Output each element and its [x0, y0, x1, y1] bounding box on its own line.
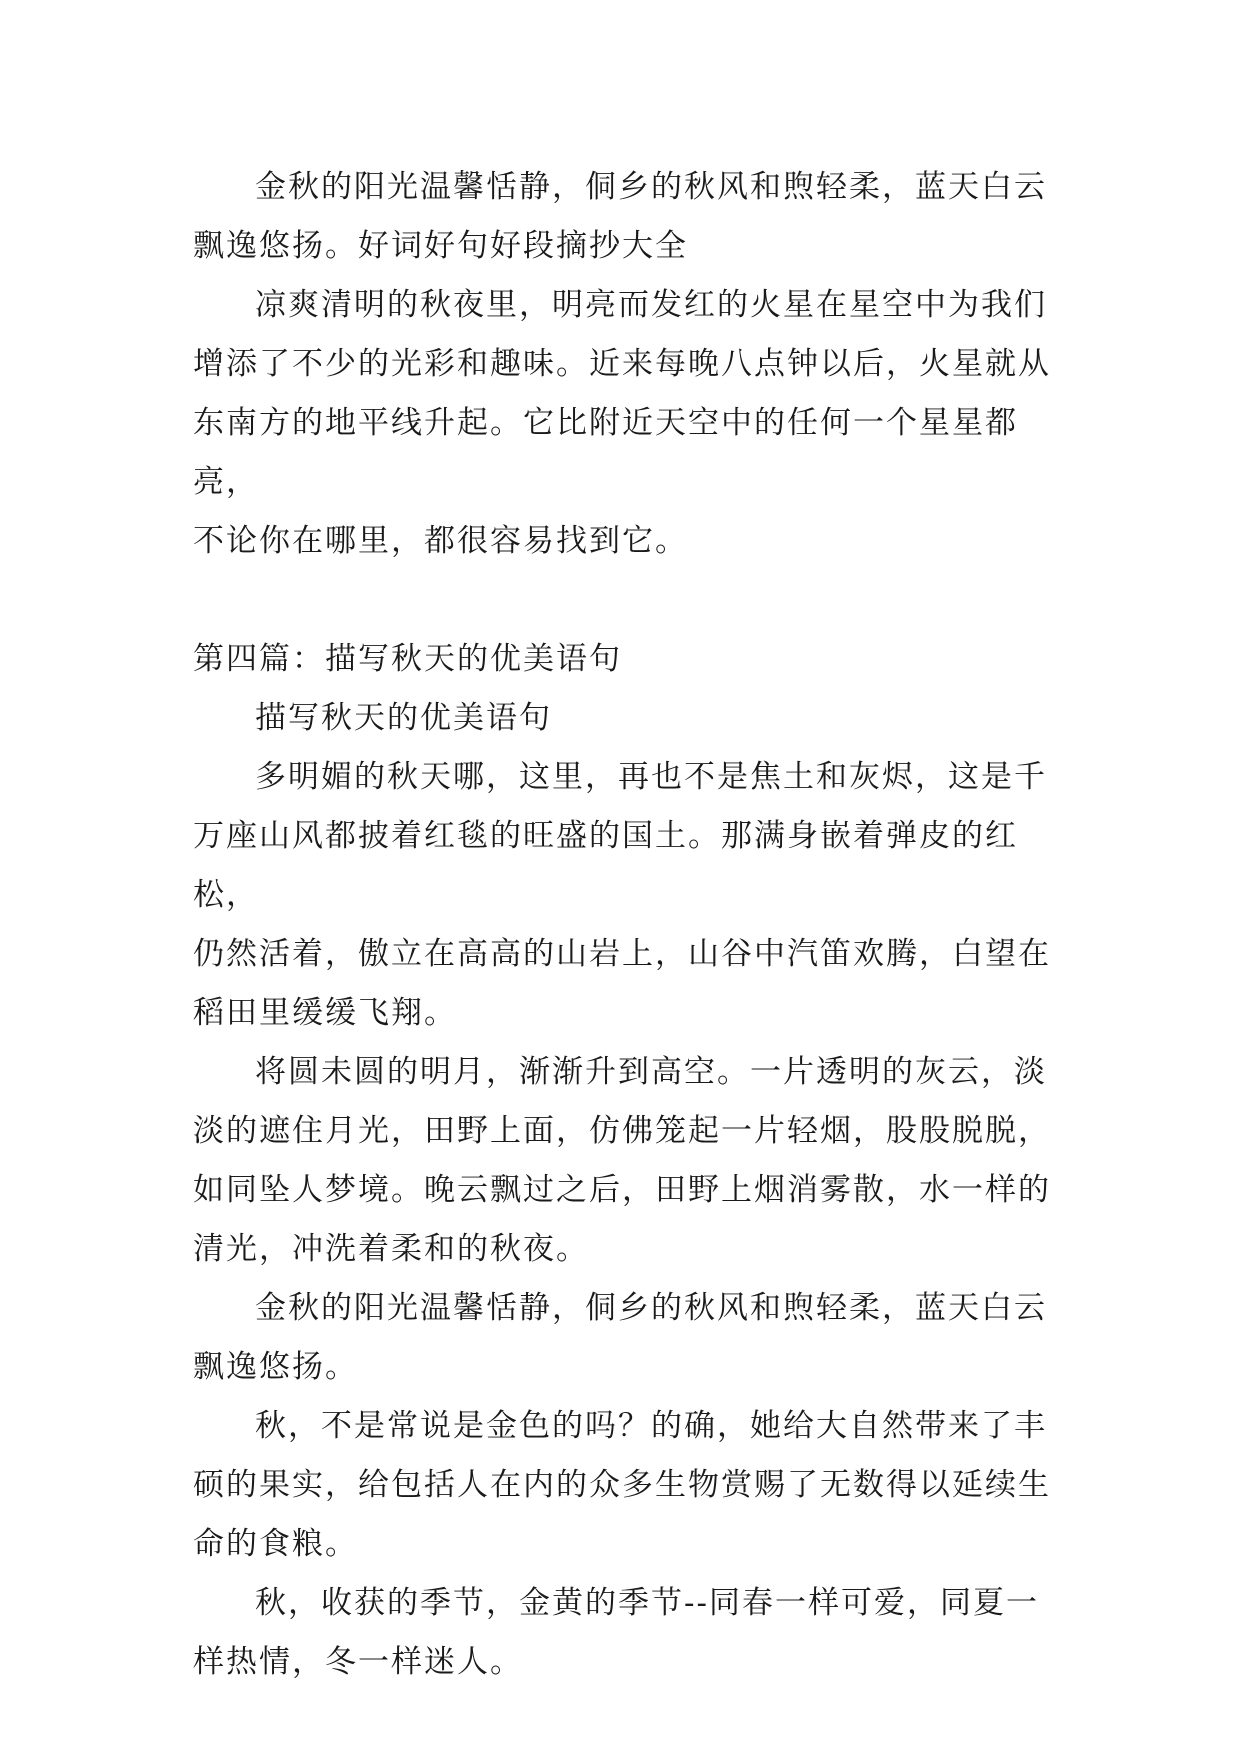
- paragraph-golden-autumn-repeat: 金秋的阳光温馨恬静，侗乡的秋风和煦轻柔，蓝天白云 飘逸悠扬。: [193, 1290, 1047, 1385]
- paragraph-golden-color: 秋，不是常说是金色的吗？的确，她给大自然带来了丰 硕的果实，给包括人在内的众多生物赏赐了无数得以延续生 命的食粮。: [193, 1408, 1051, 1562]
- paragraph-subtitle: 描写秋天的优美语句: [255, 700, 552, 736]
- paragraph-bright-autumn: 多明媚的秋天哪，这里，再也不是焦土和灰烬，这是千 万座山风都披着红毯的旺盛的国土。那满身嵌着弹皮的红松， 仍然活着，傲立在高高的山岩上，山谷中汽笛欢腾，白望在 稻田里缓缓飞翔。: [193, 759, 1051, 1031]
- paragraph-golden-autumn: 金秋的阳光温馨恬静，侗乡的秋风和煦轻柔，蓝天白云 飘逸悠扬。好词好句好段摘抄大全: [193, 169, 1047, 264]
- document-body: [193, 158, 1053, 1692]
- paragraph-mars-night: 凉爽清明的秋夜里，明亮而发红的火星在星空中为我们 增添了不少的光彩和趣味。近来每晚八点钟以后，火星就从 东南方的地平线升起。它比附近天空中的任何一个星星都亮， 不论你在哪里，都很容易找到它。: [193, 287, 1051, 559]
- paragraph-moon: 将圆未圆的明月，渐渐升到高空。一片透明的灰云，淡 淡的遮住月光，田野上面，仿佛笼起一片轻烟，股股脱脱， 如同坠人梦境。晚云飘过之后，田野上烟消雾散，水一样的 清光，冲洗着柔和的秋夜。: [193, 1054, 1051, 1267]
- section-heading: 第四篇：描写秋天的优美语句: [193, 641, 622, 677]
- paragraph-harvest-season: 秋，收获的季节，金黄的季节--同春一样可爱，同夏一 样热情，冬一样迷人。: [193, 1585, 1039, 1680]
